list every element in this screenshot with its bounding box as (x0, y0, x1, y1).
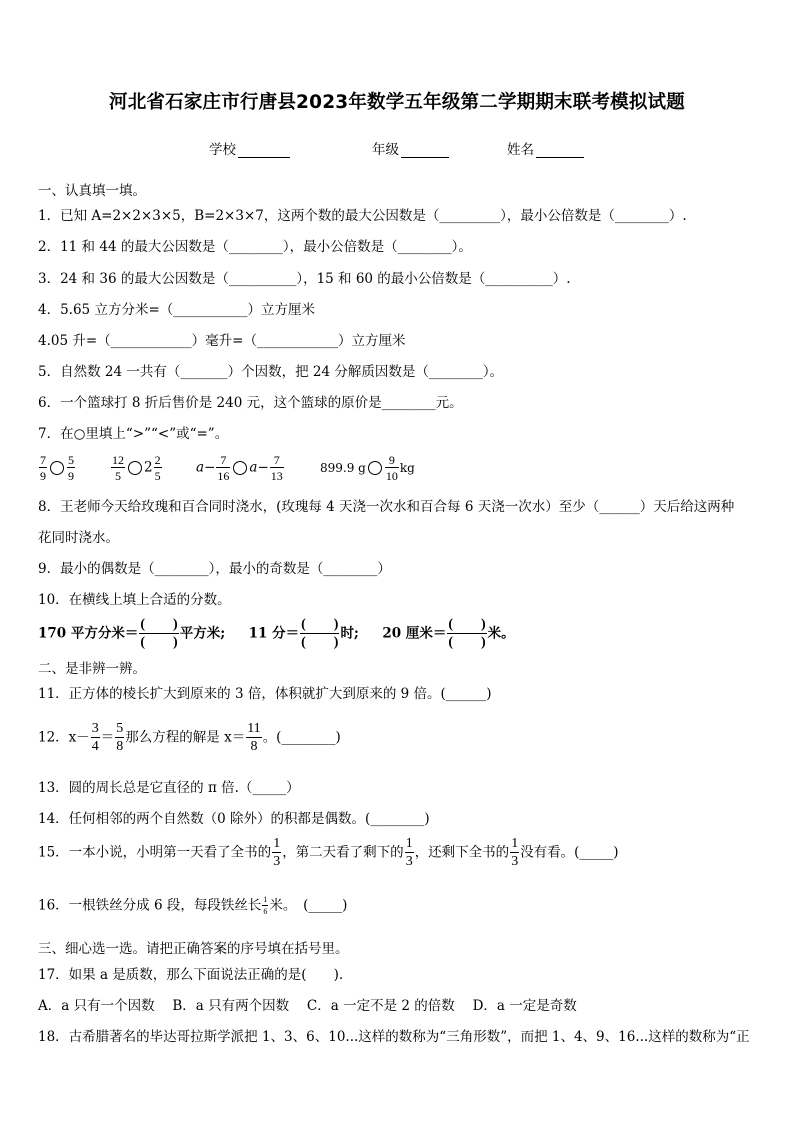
q7-item-4: 899.9 g $\frac{9}{10}$ kg (320, 453, 415, 483)
fraction: $\frac{5}{8}$ (116, 721, 124, 754)
blank-fraction[interactable]: $\frac{( )}{( )}$ (301, 617, 339, 650)
fraction: $\frac{11}{8}$ (247, 721, 261, 754)
question-16: 16．一根铁丝分成 6 段，每段铁丝长 $\frac{1}{6}$ 米。 (_____) (38, 895, 348, 916)
fraction: $\frac{9}{10}$ (385, 453, 398, 483)
page-title: 河北省石家庄市行唐县2023年数学五年级第二学期期末联考模拟试题 (109, 92, 685, 113)
grade-field[interactable] (372, 144, 449, 158)
school-field[interactable] (209, 144, 290, 158)
grade-label: 年级 (372, 142, 399, 158)
fraction: $\frac{1}{6}$ (263, 895, 268, 916)
q10-row: 170 平方分米＝ $\frac{( )}{( )}$ 平方米; 11 分＝ $\frac{( )}{( )}$ 时; 20 厘米＝ $\frac{( )}{( )}$ 米。 (38, 617, 515, 650)
question-1: 1．已知 A=2×2×3×5，B=2×3×7，这两个数的最大公因数是（_________），最小公倍数是（________）. (38, 208, 687, 224)
blank-fraction[interactable]: $\frac{( )}{( )}$ (448, 617, 486, 650)
blank-fraction[interactable]: $\frac{( )}{( )}$ (140, 617, 178, 650)
question-4a: 4．5.65 立方分米=（___________）立方厘米 (38, 302, 316, 318)
section-2-heading: 二、是非辨一辨。 (38, 661, 146, 677)
question-11: 11．正方体的棱长扩大到原来的 3 倍，体积就扩大到原来的 9 倍。(______) (38, 686, 492, 702)
question-6: 6．一个篮球打 8 折后售价是 240 元，这个篮球的原价是________元。 (38, 395, 463, 411)
fraction: $\frac{2}{5}$ (154, 453, 161, 483)
fraction: $\frac{1}{3}$ (511, 836, 519, 869)
question-18: 18．古希腊著名的毕达哥拉斯学派把 1、3、6、10...这样的数称为“三角形数”，而把 1、4、9、16...这样的数称为“正 (38, 1029, 750, 1045)
fraction: $\frac{7}{9}$ (40, 453, 46, 483)
fraction: $\frac{7}{16}$ (217, 453, 230, 483)
question-7: 7．在○里填上“>”“<”或“=”。 (38, 426, 229, 442)
q7-item-1 (38, 454, 76, 482)
fraction: $\frac{3}{4}$ (91, 721, 99, 754)
question-5: 5．自然数 24 一共有（_______）个因数，把 24 分解质因数是（________）。 (38, 364, 504, 380)
question-14: 14．任何相邻的两个自然数（0 除外）的积都是偶数。(________) (38, 811, 430, 827)
question-2: 2．11 和 44 的最大公因数是（________），最小公倍数是（________）。 (38, 239, 472, 255)
q7-item-2: $\frac{12}{5}$ 2 $\frac{2}{5}$ (112, 453, 161, 483)
fraction: $\frac{5}{9}$ (68, 453, 74, 483)
question-4b: 4.05 升=（____________）毫升=（____________）立方厘米 (38, 333, 406, 349)
school-blank[interactable] (238, 145, 290, 158)
compare-circle[interactable] (128, 461, 142, 475)
fraction: $\frac{12}{5}$ (112, 453, 124, 483)
compare-circle[interactable] (50, 461, 64, 475)
q7-item-3: a− $\frac{7}{16}$ a− $\frac{7}{13}$ (196, 453, 283, 483)
question-8a: 8．王老师今天给玫瑰和百合同时浇水，(玫瑰每 4 天浇一次水和百合每 6 天浇一次水）至少（______）天后给这两种 (38, 499, 735, 515)
question-9: 9．最小的偶数是（________），最小的奇数是（________） (38, 561, 391, 577)
name-blank[interactable] (536, 145, 584, 158)
fraction: $\frac{1}{3}$ (405, 836, 413, 869)
question-13: 13．圆的周长总是它直径的 π 倍.（_____） (38, 780, 300, 796)
question-15: 15．一本小说，小明第一天看了全书的 $\frac{1}{3}$ ，第二天看了剩下的 $\frac{1}{3}$ ，还剩下全书的 $\frac{1}{3}$ 没有看。(_____) (38, 836, 619, 869)
name-label: 姓名 (507, 142, 534, 158)
section-1-heading: 一、认真填一填。 (38, 183, 146, 199)
question-10: 10．在横线上填上合适的分数。 (38, 592, 231, 608)
question-17: 17．如果 a 是质数，那么下面说法正确的是( ). (38, 967, 344, 983)
question-12: 12．x－ $\frac{3}{4}$ ＝ $\frac{5}{8}$ 那么方程的解是 x＝ $\frac{11}{8}$ 。(________) (38, 721, 341, 754)
section-3-heading: 三、细心选一选。请把正确答案的序号填在括号里。 (38, 941, 349, 957)
compare-circle[interactable] (368, 461, 382, 475)
grade-blank[interactable] (401, 145, 449, 158)
compare-circle[interactable] (233, 461, 247, 475)
question-3: 3．24 和 36 的最大公因数是（__________），15 和 60 的最小公倍数是（__________）. (38, 271, 571, 287)
question-8b: 花同时浇水。 (38, 530, 119, 546)
fraction: $\frac{7}{13}$ (270, 453, 283, 483)
name-field[interactable] (507, 144, 584, 158)
fraction: $\frac{1}{3}$ (273, 836, 281, 869)
question-17-options: A．a 只有一个因数 B．a 只有两个因数 C．a 一定不是 2 的倍数 D．a 一定是奇数 (38, 998, 577, 1014)
school-label: 学校 (209, 142, 236, 158)
